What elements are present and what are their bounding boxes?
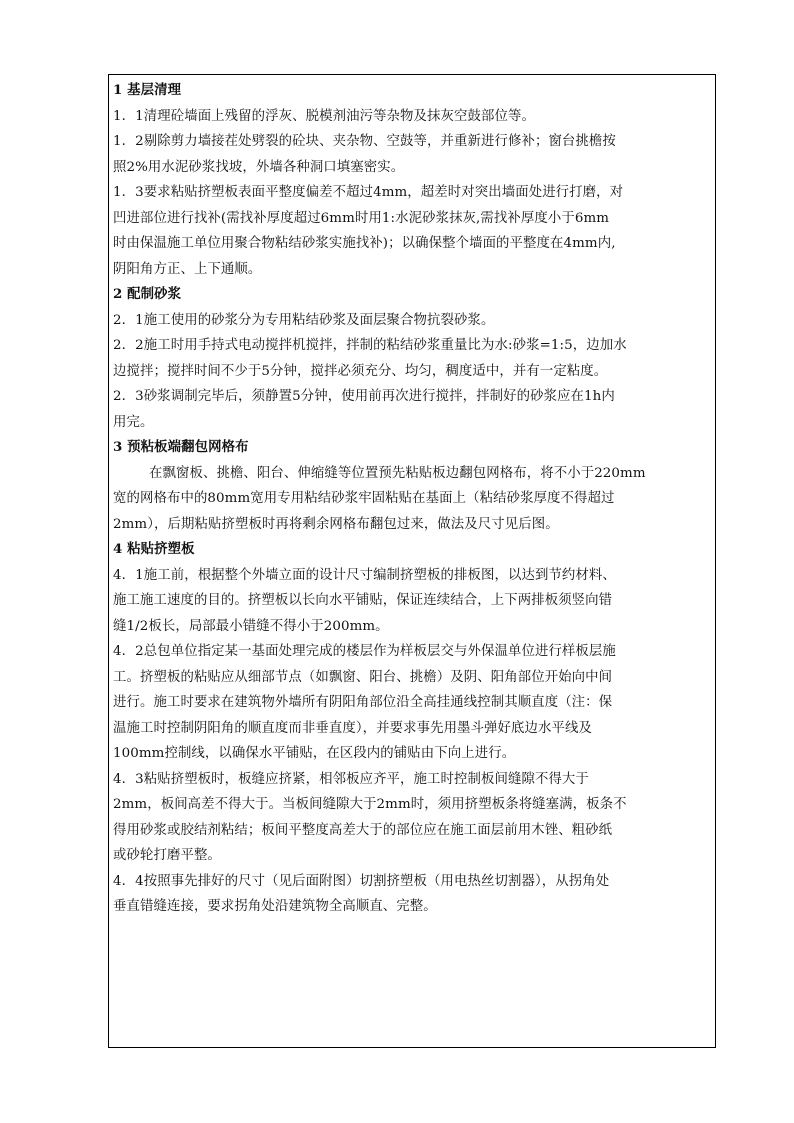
text-line: 4．1施工前，根据整个外墙立面的设计尺寸编制挤塑板的排板图，以达到节约材料、 [113,567,616,583]
text-line: 1．1清理砼墙面上残留的浮灰、脱模剂油污等杂物及抹灰空鼓部位等。 [113,108,535,124]
document-body [113,78,713,920]
text-line: 缝1/2板长，局部最小错缝不得小于200mm。 [113,618,389,634]
text-line: 在飘窗板、挑檐、阳台、伸缩缝等位置预先粘贴板边翻包网格布，将不小于220mm [149,465,646,481]
text-line: 垂直错缝连接，要求拐角处沿建筑物全高顺直、完整。 [113,899,437,914]
text-line: 宽的网格布中的80mm宽用专用粘结砂浆牢固粘贴在基面上（粘结砂浆厚度不得超过 [113,491,615,506]
section-mesh-wrap [113,435,713,537]
text-line: 凹进部位进行找补(需找补厚度超过6mm时用1:水泥砂浆抹灰,需找补厚度小于6mm [113,210,610,226]
section-board-paste [113,537,713,920]
section-heading: 1 基层清理 [113,82,182,98]
text-line: 1．2剔除剪力墙接茬处劈裂的砼块、夹杂物、空鼓等，并重新进行修补；窗台挑檐按 [113,134,616,149]
text-line: 照2%用水泥砂浆找坡，外墙各种洞口填塞密实。 [113,159,405,175]
text-line: 100mm控制线，以确保水平铺贴，在区段内的铺贴由下向上进行。 [113,746,516,761]
text-line: 2．1施工使用的砂浆分为专用粘结砂浆及面层聚合物抗裂砂浆。 [113,312,495,328]
text-line: 2mm），后期粘贴挤塑板时再将剩余网格布翻包过来，做法及尺寸见后图。 [113,516,559,532]
text-line: 或砂轮打磨平整。 [113,848,221,863]
text-line: 4．3粘贴挤塑板时，板缝应挤紧，相邻板应齐平，施工时控制板间缝隙不得大于 [113,771,589,787]
text-line: 4．4按照事先排好的尺寸（见后面附图）切割挤塑板（用电热丝切割器），从拐角处 [113,873,610,889]
text-line: 施工施工速度的目的。挤塑板以长向水平铺贴，保证连续结合，上下两排板须竖向错 [113,593,613,608]
section-heading: 3 预粘板端翻包网格布 [113,439,249,455]
section-mortar-prep [113,282,713,435]
text-line: 温施工时控制阴阳角的顺直度而非垂直度），并要求事先用墨斗弹好底边水平线及 [113,720,592,736]
text-line: 时由保温施工单位用聚合物粘结砂浆实施找补)；以确保整个墙面的平整度在4mm内, [113,236,616,251]
text-line: 阴阳角方正、上下通顺。 [113,261,262,277]
text-line: 2mm，板间高差不得大于。当板间缝隙大于2mm时，须用挤塑板条将缝塞满，板条不 [113,797,627,812]
text-line: 得用砂浆或胶结剂粘结；板间平整度高差大于的部位应在施工面层前用木锉、粗砂纸 [113,822,613,838]
text-line: 2．3砂浆调制完毕后，须静置5分钟，使用前再次进行搅拌，拌制好的砂浆应在1h内 [113,389,615,404]
text-line: 边搅拌；搅拌时间不少于5分钟，搅拌必须充分、均匀，稠度适中，并有一定粘度。 [113,363,608,379]
text-line: 2．2施工时用手持式电动搅拌机搅拌，拌制的粘结砂浆重量比为水:砂浆=1:5，边加水 [113,338,627,353]
section-base-cleaning [113,78,713,282]
text-line: 1．3要求粘贴挤塑板表面平整度偏差不超过4mm，超差时对突出墙面处进行打磨，对 [113,185,624,200]
section-heading: 2 配制砂浆 [113,286,182,302]
section-heading: 4 粘贴挤塑板 [113,541,195,557]
text-line: 4．2总包单位指定某一基面处理完成的楼层作为样板层交与外保温单位进行样板层施 [113,644,616,659]
text-line: 进行。施工时要求在建筑物外墙所有阴阳角部位沿全高挂通线控制其顺直度（注：保 [113,695,613,710]
text-line: 用完。 [113,414,154,430]
text-line: 工。挤塑板的粘贴应从细部节点（如飘窗、阳台、挑檐）及阴、阳角部位开始向中间 [113,669,613,685]
